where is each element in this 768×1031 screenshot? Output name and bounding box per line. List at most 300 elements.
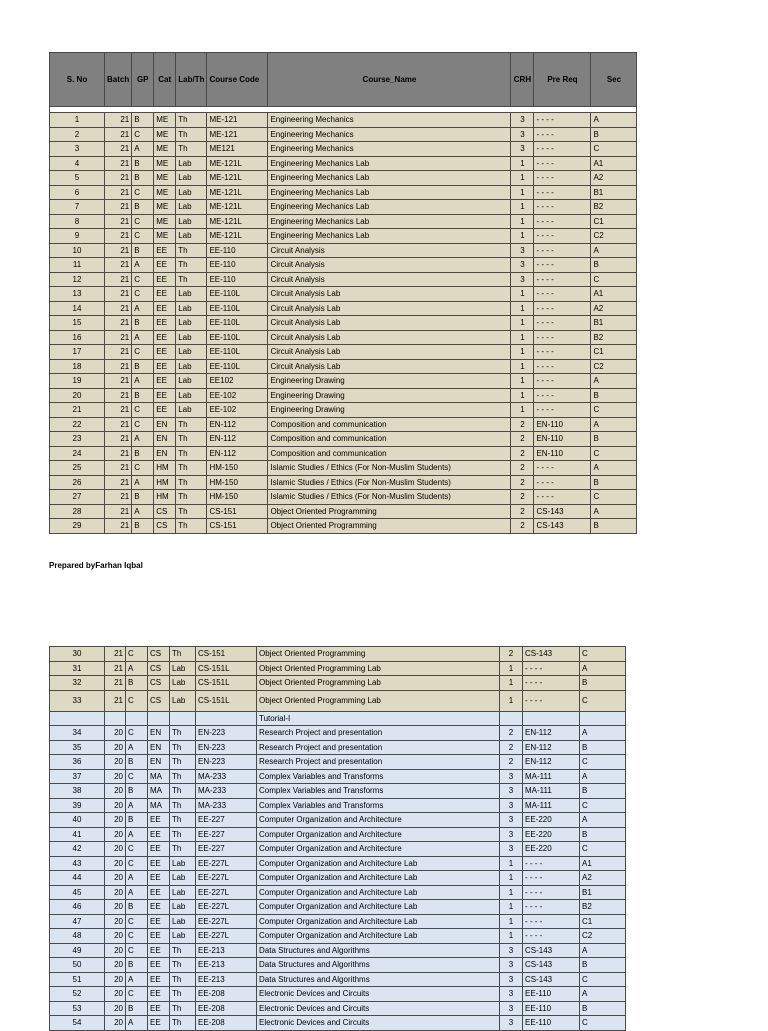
cell-labth: Th	[176, 113, 207, 128]
cell-sec: B1	[591, 185, 637, 200]
cell-cat: EE	[154, 330, 176, 345]
cell-labth: Th	[176, 461, 207, 476]
table-row	[50, 519, 637, 534]
cell-course-name: Circuit Analysis	[268, 258, 511, 273]
cell-course-name: Data Structures and Algorithms	[257, 958, 500, 973]
cell-prereq: - - - -	[534, 403, 591, 418]
cell-gp: A	[126, 1016, 148, 1031]
cell-prereq: CS-143	[523, 958, 580, 973]
cell-prereq: CS-143	[534, 519, 591, 534]
cell-sno: 43	[50, 856, 105, 871]
cell-cat: EE	[148, 987, 170, 1002]
header-cat: Cat	[154, 53, 176, 107]
cell-gp: B	[132, 316, 154, 331]
cell-crh: 1	[511, 214, 534, 229]
cell-cat: EN	[148, 726, 170, 741]
cell-sno: 19	[50, 374, 105, 389]
cell-gp: C	[132, 287, 154, 302]
cell-labth: Lab	[170, 661, 196, 676]
cell-sno: 9	[50, 229, 105, 244]
cell-cat: MA	[148, 769, 170, 784]
cell-sec: B	[591, 432, 637, 447]
cell-batch: 21	[105, 446, 132, 461]
cell-labth: Th	[170, 958, 196, 973]
cell-prereq: - - - -	[534, 229, 591, 244]
cell-sno: 54	[50, 1016, 105, 1031]
cell-batch: 21	[105, 475, 132, 490]
cell-course-code: ME-121L	[207, 185, 268, 200]
cell-batch: 21	[105, 272, 132, 287]
cell-labth: Lab	[176, 359, 207, 374]
cell-cat: EE	[148, 842, 170, 857]
cell-sno: 45	[50, 885, 105, 900]
cell-sec: B	[591, 519, 637, 534]
course-table-2	[49, 646, 626, 1031]
cell-crh: 1	[511, 301, 534, 316]
cell-cat: EN	[148, 755, 170, 770]
cell-labth: Lab	[176, 214, 207, 229]
cell-cat: EE	[148, 900, 170, 915]
cell-course-name: Engineering Drawing	[268, 388, 511, 403]
cell-course-code: EN-223	[196, 726, 257, 741]
table-row	[50, 316, 637, 331]
cell-cat: EE	[154, 258, 176, 273]
cell-prereq: - - - -	[534, 113, 591, 128]
cell-sec: B	[591, 127, 637, 142]
table-row	[50, 827, 626, 842]
cell-course-name: Circuit Analysis Lab	[268, 301, 511, 316]
cell-sec: A	[591, 504, 637, 519]
cell-cat: HM	[154, 490, 176, 505]
cell-gp: C	[126, 987, 148, 1002]
cell-sno: 7	[50, 200, 105, 215]
cell-gp: B	[132, 200, 154, 215]
cell-cat: EN	[148, 740, 170, 755]
cell-sec: B1	[580, 885, 626, 900]
cell-labth: Lab	[170, 929, 196, 944]
cell-crh: 3	[500, 798, 523, 813]
cell-gp: C	[132, 185, 154, 200]
cell-course-name: Computer Organization and Architecture Lab	[257, 885, 500, 900]
cell-prereq: - - - -	[523, 871, 580, 886]
cell-crh: 1	[500, 676, 523, 691]
cell-cat: EE	[154, 345, 176, 360]
cell-prereq: - - - -	[534, 287, 591, 302]
cell-gp: C	[132, 214, 154, 229]
cell-prereq: CS-143	[534, 504, 591, 519]
header-gp: GP	[132, 53, 154, 107]
cell-cat: CS	[148, 661, 170, 676]
cell-labth: Th	[170, 784, 196, 799]
cell-cat: ME	[154, 229, 176, 244]
cell-course-name: Circuit Analysis Lab	[268, 345, 511, 360]
cell-course-code: EE-208	[196, 987, 257, 1002]
cell-prereq: - - - -	[523, 856, 580, 871]
cell-course-name: Object Oriented Programming Lab	[257, 676, 500, 691]
cell-sno: 15	[50, 316, 105, 331]
cell-cat: EN	[154, 432, 176, 447]
cell-prereq: - - - -	[534, 258, 591, 273]
cell-sno: 4	[50, 156, 105, 171]
cell-sno: 51	[50, 972, 105, 987]
cell-course-code: EE-110L	[207, 287, 268, 302]
cell-sec: C	[591, 446, 637, 461]
cell-batch: 20	[105, 769, 126, 784]
cell-batch: 21	[105, 519, 132, 534]
cell-crh: 3	[500, 1016, 523, 1031]
cell-sno: 13	[50, 287, 105, 302]
cell-batch: 21	[105, 676, 126, 691]
cell-batch: 21	[105, 185, 132, 200]
cell-prereq: - - - -	[534, 301, 591, 316]
cell-sec: A	[580, 769, 626, 784]
table-row	[50, 301, 637, 316]
cell-gp: A	[132, 475, 154, 490]
cell-sec: C2	[580, 929, 626, 944]
cell-batch: 21	[105, 200, 132, 215]
cell-course-code: CS-151	[207, 504, 268, 519]
cell-sno: 52	[50, 987, 105, 1002]
cell-labth: Th	[176, 243, 207, 258]
cell-gp: A	[132, 301, 154, 316]
cell-batch: 21	[105, 156, 132, 171]
cell-course-code: EE-227L	[196, 914, 257, 929]
cell-sno: 39	[50, 798, 105, 813]
cell-sno: 32	[50, 676, 105, 691]
table-row	[50, 504, 637, 519]
cell-labth: Th	[176, 504, 207, 519]
cell-sec: A1	[580, 856, 626, 871]
cell-gp: C	[126, 647, 148, 662]
table-row	[50, 900, 626, 915]
table-row	[50, 127, 637, 142]
cell-course-name: Computer Organization and Architecture Lab	[257, 856, 500, 871]
cell-prereq: - - - -	[523, 900, 580, 915]
cell-labth: Th	[176, 519, 207, 534]
cell-labth: Lab	[170, 871, 196, 886]
cell-prereq: - - - -	[534, 316, 591, 331]
cell-course-code: MA-233	[196, 784, 257, 799]
cell-sno: 8	[50, 214, 105, 229]
cell-course-code: HM-150	[207, 490, 268, 505]
cell-sno: 16	[50, 330, 105, 345]
cell-sec: C1	[591, 214, 637, 229]
cell-cat: EE	[148, 1001, 170, 1016]
cell-gp: B	[132, 359, 154, 374]
cell-sec: A	[591, 113, 637, 128]
cell-batch: 21	[105, 417, 132, 432]
cell-sno: 22	[50, 417, 105, 432]
cell-sec: C	[591, 490, 637, 505]
cell-crh: 1	[500, 929, 523, 944]
cell-batch: 21	[105, 690, 126, 711]
cell-gp: C	[132, 272, 154, 287]
cell-course-code: EN-112	[207, 446, 268, 461]
table-row	[50, 403, 637, 418]
cell-labth: Th	[170, 1016, 196, 1031]
cell-labth: Th	[170, 740, 196, 755]
cell-sno: 47	[50, 914, 105, 929]
cell-sec: B2	[591, 330, 637, 345]
cell-prereq: EE-220	[523, 813, 580, 828]
header-labth: Lab/Th	[176, 53, 207, 107]
cell-prereq: - - - -	[534, 127, 591, 142]
cell-prereq: - - - -	[534, 374, 591, 389]
cell-prereq: EN-112	[523, 755, 580, 770]
cell-batch: 21	[105, 504, 132, 519]
cell-cat: EE	[148, 943, 170, 958]
cell-prereq: EN-112	[523, 726, 580, 741]
cell-crh: 1	[511, 185, 534, 200]
cell-cat: EE	[154, 316, 176, 331]
cell-batch: 20	[105, 958, 126, 973]
cell-sec: C	[580, 842, 626, 857]
header-sec: Sec	[591, 53, 637, 107]
cell-prereq: MA-111	[523, 784, 580, 799]
cell-sno: 36	[50, 755, 105, 770]
table-row	[50, 1001, 626, 1016]
cell-prereq: EE-110	[523, 987, 580, 1002]
table-row	[50, 726, 626, 741]
cell-sno: 34	[50, 726, 105, 741]
cell-prereq: - - - -	[534, 330, 591, 345]
cell-sec: C	[580, 647, 626, 662]
cell-sec: A	[580, 943, 626, 958]
cell-gp: B	[126, 1001, 148, 1016]
cell-course-name: Complex Variables and Transforms	[257, 798, 500, 813]
cell-gp: B	[126, 755, 148, 770]
cell-course-name: Engineering Mechanics Lab	[268, 200, 511, 215]
tutorial-label: Tutorial-I	[257, 711, 500, 726]
cell-cat: EE	[154, 287, 176, 302]
cell-course-name: Engineering Mechanics Lab	[268, 229, 511, 244]
cell-crh: 1	[500, 914, 523, 929]
cell-course-name: Computer Organization and Architecture Lab	[257, 871, 500, 886]
cell-labth: Lab	[176, 229, 207, 244]
cell-batch: 20	[105, 827, 126, 842]
cell-gp: A	[132, 504, 154, 519]
cell-sec: C	[591, 142, 637, 157]
cell-crh: 3	[511, 142, 534, 157]
table-row	[50, 943, 626, 958]
cell-labth: Lab	[170, 885, 196, 900]
cell-prereq: - - - -	[534, 243, 591, 258]
cell-crh: 2	[500, 755, 523, 770]
table-row	[50, 676, 626, 691]
cell-cat: EN	[154, 446, 176, 461]
table-row	[50, 142, 637, 157]
cell-course-code: CS-151L	[196, 690, 257, 711]
cell-batch: 21	[105, 287, 132, 302]
cell-batch: 20	[105, 943, 126, 958]
table-row	[50, 374, 637, 389]
cell-prereq: - - - -	[534, 200, 591, 215]
cell-prereq: EN-110	[534, 432, 591, 447]
cell-sno: 20	[50, 388, 105, 403]
cell-prereq: - - - -	[534, 359, 591, 374]
cell-sec: C1	[591, 345, 637, 360]
course-table-1	[49, 52, 637, 534]
cell-course-name: Engineering Mechanics	[268, 127, 511, 142]
cell-course-name: Electronic Devices and Circuits	[257, 1001, 500, 1016]
cell-gp: C	[132, 461, 154, 476]
cell-sec: C1	[580, 914, 626, 929]
cell-gp: C	[132, 127, 154, 142]
cell-crh: 1	[500, 856, 523, 871]
cell-crh: 2	[500, 647, 523, 662]
cell-prereq: EE-110	[523, 1016, 580, 1031]
cell-sec: B	[591, 388, 637, 403]
cell-prereq: MA-111	[523, 769, 580, 784]
cell-course-code: MA-233	[196, 798, 257, 813]
cell-course-name: Composition and communication	[268, 432, 511, 447]
cell-course-code: EE-110L	[207, 345, 268, 360]
cell-sno: 30	[50, 647, 105, 662]
cell-cat: ME	[154, 185, 176, 200]
table-row	[50, 1016, 626, 1031]
cell-sno: 27	[50, 490, 105, 505]
cell-gp: B	[132, 113, 154, 128]
cell-course-code: EE-227	[196, 827, 257, 842]
cell-cat: HM	[154, 461, 176, 476]
cell-gp: B	[132, 156, 154, 171]
cell-sec: A	[591, 417, 637, 432]
cell-prereq: - - - -	[523, 661, 580, 676]
cell-cat: ME	[154, 200, 176, 215]
cell-sno: 50	[50, 958, 105, 973]
cell-cat: EE	[148, 929, 170, 944]
cell-batch: 21	[105, 142, 132, 157]
cell-labth: Lab	[170, 690, 196, 711]
cell-gp: A	[132, 432, 154, 447]
cell-sno: 10	[50, 243, 105, 258]
cell-crh: 1	[511, 171, 534, 186]
table-row	[50, 330, 637, 345]
cell-course-code: EE-208	[196, 1016, 257, 1031]
cell-labth: Th	[170, 647, 196, 662]
cell-course-code: ME-121	[207, 127, 268, 142]
cell-prereq: EE-220	[523, 827, 580, 842]
table-row	[50, 432, 637, 447]
cell-batch: 21	[105, 432, 132, 447]
cell-course-name: Circuit Analysis Lab	[268, 330, 511, 345]
cell-prereq: - - - -	[523, 676, 580, 691]
cell-batch: 20	[105, 929, 126, 944]
cell-batch: 20	[105, 1001, 126, 1016]
table-row	[50, 958, 626, 973]
cell-crh: 2	[511, 490, 534, 505]
cell-cat: CS	[154, 504, 176, 519]
cell-sno: 40	[50, 813, 105, 828]
cell-gp: B	[126, 784, 148, 799]
cell-course-code: EE102	[207, 374, 268, 389]
cell-labth: Lab	[176, 330, 207, 345]
cell-course-code: ME-121L	[207, 171, 268, 186]
cell-crh: 2	[500, 740, 523, 755]
cell-course-name: Engineering Mechanics	[268, 142, 511, 157]
cell-sec: C	[591, 403, 637, 418]
cell-labth: Th	[176, 446, 207, 461]
table-row	[50, 200, 637, 215]
cell-labth: Lab	[176, 388, 207, 403]
cell-sec: C	[580, 798, 626, 813]
cell-sno: 41	[50, 827, 105, 842]
cell-crh: 3	[500, 1001, 523, 1016]
prepared-by-note: Prepared byFarhan Iqbal	[49, 561, 143, 570]
cell-labth: Th	[176, 475, 207, 490]
cell-sec: C	[580, 1016, 626, 1031]
table-row	[50, 769, 626, 784]
cell-sec: B	[580, 676, 626, 691]
cell-crh: 1	[511, 229, 534, 244]
cell-cat: EE	[154, 243, 176, 258]
cell-sec: A	[591, 374, 637, 389]
cell-cat: EE	[148, 958, 170, 973]
table-row	[50, 885, 626, 900]
cell-course-name: Research Project and presentation	[257, 740, 500, 755]
cell-crh: 1	[500, 885, 523, 900]
cell-sno: 46	[50, 900, 105, 915]
header-prereq: Pre Req	[534, 53, 591, 107]
header-sno: S. No	[50, 53, 105, 107]
cell-prereq: - - - -	[523, 885, 580, 900]
cell-cat: EE	[148, 856, 170, 871]
cell-cat: CS	[154, 519, 176, 534]
cell-prereq: - - - -	[523, 929, 580, 944]
cell-labth: Lab	[176, 287, 207, 302]
cell-sno: 18	[50, 359, 105, 374]
cell-batch: 20	[105, 726, 126, 741]
cell-course-name: Composition and communication	[268, 446, 511, 461]
cell-course-code: EE-227L	[196, 856, 257, 871]
cell-gp: A	[132, 374, 154, 389]
cell-gp: C	[132, 345, 154, 360]
cell-sno: 29	[50, 519, 105, 534]
cell-course-code: ME-121	[207, 113, 268, 128]
cell-cat: EE	[154, 374, 176, 389]
cell-sec: B	[580, 958, 626, 973]
cell-cat: EE	[154, 272, 176, 287]
table-row	[50, 690, 626, 711]
cell-batch: 21	[105, 490, 132, 505]
cell-batch: 20	[105, 885, 126, 900]
cell-crh: 3	[500, 943, 523, 958]
cell-batch: 20	[105, 1016, 126, 1031]
cell-course-name: Computer Organization and Architecture	[257, 842, 500, 857]
cell-batch: 21	[105, 359, 132, 374]
cell-course-name: Islamic Studies / Ethics (For Non-Muslim Students)	[268, 461, 511, 476]
cell-crh: 2	[511, 504, 534, 519]
cell-course-name: Object Oriented Programming	[268, 519, 511, 534]
cell-crh: 1	[511, 388, 534, 403]
cell-gp: A	[126, 798, 148, 813]
cell-course-name: Object Oriented Programming Lab	[257, 690, 500, 711]
cell-prereq: - - - -	[534, 490, 591, 505]
cell-prereq: - - - -	[523, 914, 580, 929]
cell-cat: EE	[148, 827, 170, 842]
cell-course-code: EE-227	[196, 813, 257, 828]
cell-sec: B	[580, 1001, 626, 1016]
cell-course-name: Data Structures and Algorithms	[257, 972, 500, 987]
cell-cat: ME	[154, 214, 176, 229]
cell-cat: ME	[154, 156, 176, 171]
table-row	[50, 214, 637, 229]
table-row	[50, 929, 626, 944]
cell-cat: EE	[148, 914, 170, 929]
cell-batch: 21	[105, 171, 132, 186]
table-row	[50, 475, 637, 490]
table-row	[50, 755, 626, 770]
